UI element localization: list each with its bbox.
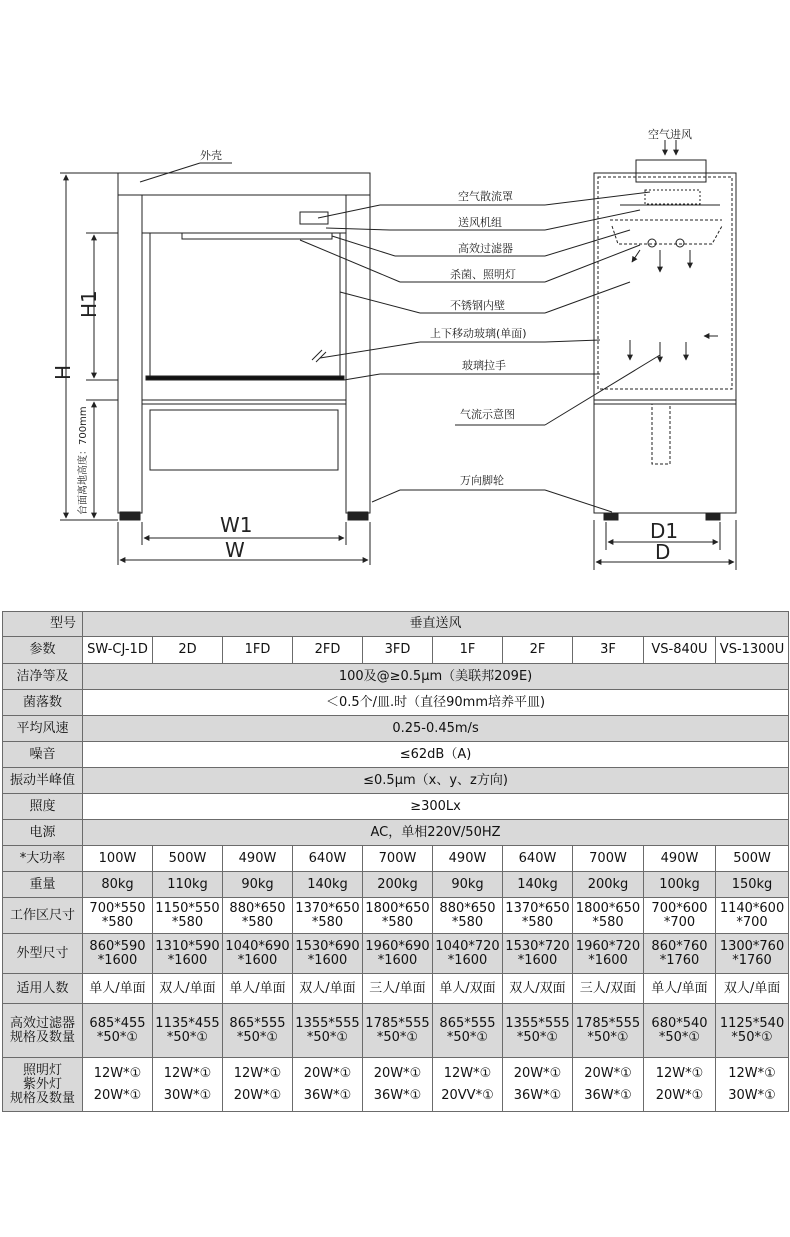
cell-line: 1800*650 bbox=[365, 900, 430, 916]
h-label: H bbox=[51, 364, 75, 380]
power-label: *大功率 bbox=[3, 846, 83, 872]
cell-line: *1600 bbox=[167, 952, 208, 968]
table-row bbox=[3, 742, 789, 768]
cell-line: 1125*540 bbox=[719, 1015, 785, 1031]
illuminance-value: ≥300Lx bbox=[83, 794, 789, 820]
table-cell: 单人/单面 bbox=[644, 974, 716, 1004]
table-cell bbox=[573, 1004, 644, 1058]
cell-line: *580 bbox=[101, 914, 134, 930]
cell-line: 700*550 bbox=[89, 900, 146, 916]
cell-line: *580 bbox=[381, 914, 414, 930]
technical-drawing bbox=[0, 0, 790, 600]
callout-inner-wall: 不锈钢内壁 bbox=[450, 299, 505, 312]
w-label: W bbox=[225, 538, 245, 562]
table-cell bbox=[83, 934, 153, 974]
filter-row bbox=[3, 1004, 789, 1058]
cell-line: 1530*720 bbox=[505, 938, 570, 954]
cell-line: 1310*590 bbox=[155, 938, 220, 954]
d1-label: D1 bbox=[650, 519, 679, 543]
table-cell: 200kg bbox=[573, 872, 644, 898]
table-cell bbox=[293, 1004, 363, 1058]
cell-line: 700*600 bbox=[651, 900, 708, 916]
cell-line: 1370*650 bbox=[295, 900, 360, 916]
outer-size-row bbox=[3, 934, 789, 974]
table-cell bbox=[293, 934, 363, 974]
table-height-label: 台面离地高度：700mm bbox=[78, 406, 89, 515]
d-label: D bbox=[655, 540, 671, 564]
cell-line: *700 bbox=[736, 914, 768, 930]
table-cell bbox=[716, 934, 789, 974]
cell-line: 1785*555 bbox=[575, 1015, 641, 1031]
model-cell: 2FD bbox=[293, 637, 363, 664]
cell-line: *50*① bbox=[236, 1029, 279, 1045]
cell-line: 20W*① bbox=[373, 1065, 422, 1081]
type-label: 型号 bbox=[3, 612, 83, 637]
cell-line: *580 bbox=[521, 914, 554, 930]
users-label: 适用人数 bbox=[3, 974, 83, 1004]
table-row bbox=[3, 716, 789, 742]
lamp-row bbox=[3, 1058, 789, 1112]
cell-line: 36W*① bbox=[303, 1087, 352, 1103]
table-cell bbox=[363, 1004, 433, 1058]
cell-line: *580 bbox=[592, 914, 624, 930]
cell-line: 1150*550 bbox=[155, 900, 220, 916]
cell-line: *580 bbox=[241, 914, 274, 930]
table-cell bbox=[223, 1058, 293, 1112]
table-cell bbox=[503, 934, 573, 974]
cell-line: 1355*555 bbox=[505, 1015, 570, 1031]
cell-line: 1355*555 bbox=[295, 1015, 360, 1031]
table-cell bbox=[293, 898, 363, 934]
vibration-label: 振动半峰值 bbox=[3, 768, 83, 794]
table-cell: 双人/单面 bbox=[293, 974, 363, 1004]
table-cell bbox=[223, 898, 293, 934]
table-cell: 500W bbox=[153, 846, 223, 872]
cell-line: *1760 bbox=[732, 952, 772, 968]
table-cell bbox=[363, 1058, 433, 1112]
table-cell bbox=[83, 1058, 153, 1112]
table-cell bbox=[716, 898, 789, 934]
cell-line: 规格及数量 bbox=[9, 1029, 75, 1045]
work-size-row bbox=[3, 898, 789, 934]
table-cell bbox=[223, 934, 293, 974]
table-cell bbox=[503, 1058, 573, 1112]
cell-line: 20W*① bbox=[655, 1087, 704, 1103]
table-cell: 200kg bbox=[363, 872, 433, 898]
cell-line: 36W*① bbox=[584, 1087, 632, 1103]
table-cell bbox=[83, 1004, 153, 1058]
table-cell bbox=[433, 934, 503, 974]
callout-caster: 万向脚轮 bbox=[460, 474, 504, 487]
cell-line: 1300*760 bbox=[719, 938, 785, 954]
table-cell bbox=[716, 1058, 789, 1112]
cell-line: 1140*600 bbox=[719, 900, 785, 916]
callout-sliding-glass: 上下移动玻璃(单面) bbox=[430, 327, 527, 340]
cell-line: *1600 bbox=[97, 952, 138, 968]
cell-line: 12W*① bbox=[233, 1065, 282, 1081]
table-cell: 490W bbox=[223, 846, 293, 872]
w1-label: W1 bbox=[220, 513, 253, 537]
colony-value: ＜0.5个/皿.时（直径90mm培养平皿) bbox=[83, 690, 789, 716]
side-view bbox=[594, 140, 736, 520]
cell-line: *580 bbox=[311, 914, 344, 930]
table-cell bbox=[644, 1058, 716, 1112]
cell-line: 20W*① bbox=[584, 1065, 632, 1081]
table-cell bbox=[644, 934, 716, 974]
table-row bbox=[3, 820, 789, 846]
table-cell: 90kg bbox=[433, 872, 503, 898]
cell-line: *1600 bbox=[377, 952, 418, 968]
cell-line: 36W*① bbox=[513, 1087, 562, 1103]
table-cell bbox=[293, 1058, 363, 1112]
cell-line: *50*① bbox=[376, 1029, 419, 1045]
table-cell: 80kg bbox=[83, 872, 153, 898]
cell-line: 30W*① bbox=[163, 1087, 212, 1103]
callout-lamp: 杀菌、照明灯 bbox=[450, 268, 516, 281]
cell-line: 1135*455 bbox=[155, 1015, 220, 1031]
table-cell: 640W bbox=[503, 846, 573, 872]
table-cell bbox=[223, 1004, 293, 1058]
cell-line: 规格及数量 bbox=[9, 1090, 75, 1106]
table-cell bbox=[363, 934, 433, 974]
cell-line: *1600 bbox=[588, 952, 628, 968]
cell-line: *580 bbox=[171, 914, 204, 930]
table-cell: 640W bbox=[293, 846, 363, 872]
cell-line: *580 bbox=[451, 914, 484, 930]
cell-line: *50*① bbox=[658, 1029, 701, 1045]
table-cell: 490W bbox=[433, 846, 503, 872]
table-cell: 单人/单面 bbox=[83, 974, 153, 1004]
model-cell: SW-CJ-1D bbox=[83, 637, 153, 664]
cell-line: 30W*① bbox=[728, 1087, 776, 1103]
table-cell bbox=[573, 1058, 644, 1112]
table-cell: 490W bbox=[644, 846, 716, 872]
table-cell: 单人/双面 bbox=[433, 974, 503, 1004]
table-cell bbox=[363, 898, 433, 934]
cell-line: 865*555 bbox=[229, 1015, 286, 1031]
cell-line: 紫外灯 bbox=[22, 1076, 62, 1092]
table-cell bbox=[644, 898, 716, 934]
cell-line: 20W*① bbox=[303, 1065, 352, 1081]
cell-line: 1785*555 bbox=[365, 1015, 430, 1031]
users-row bbox=[3, 974, 789, 1004]
table-cell: 双人/双面 bbox=[503, 974, 573, 1004]
air-speed-value: 0.25-0.45m/s bbox=[83, 716, 789, 742]
air-speed-label: 平均风速 bbox=[3, 716, 83, 742]
cell-line: 860*760 bbox=[651, 938, 708, 954]
type-value: 垂直送风 bbox=[83, 612, 789, 637]
table-row bbox=[3, 768, 789, 794]
weight-label: 重量 bbox=[3, 872, 83, 898]
spec-table bbox=[2, 611, 789, 1112]
model-row bbox=[3, 637, 789, 664]
callout-leaders bbox=[300, 192, 660, 512]
power-supply-label: 电源 bbox=[3, 820, 83, 846]
table-cell: 双人/单面 bbox=[716, 974, 789, 1004]
cell-line: 1040*720 bbox=[435, 938, 500, 954]
colony-label: 菌落数 bbox=[3, 690, 83, 716]
front-dimensions bbox=[60, 173, 370, 565]
table-cell: 100kg bbox=[644, 872, 716, 898]
cell-line: 20W*① bbox=[93, 1087, 142, 1103]
callout-diffuser: 空气散流罩 bbox=[458, 190, 513, 203]
air-inlet-label: 空气进风 bbox=[648, 128, 692, 141]
table-cell: 110kg bbox=[153, 872, 223, 898]
table-cell bbox=[716, 1004, 789, 1058]
noise-value: ≤62dB（A) bbox=[83, 742, 789, 768]
noise-label: 噪音 bbox=[3, 742, 83, 768]
filter-label bbox=[3, 1004, 83, 1058]
cell-line: *1600 bbox=[307, 952, 348, 968]
table-cell: 双人/单面 bbox=[153, 974, 223, 1004]
table-row bbox=[3, 690, 789, 716]
cell-line: 680*540 bbox=[651, 1015, 708, 1031]
table-cell bbox=[153, 1058, 223, 1112]
table-cell: 700W bbox=[363, 846, 433, 872]
model-cell: VS-1300U bbox=[716, 637, 789, 664]
cell-line: 1960*720 bbox=[575, 938, 641, 954]
table-cell: 140kg bbox=[503, 872, 573, 898]
cell-line: 高效过滤器 bbox=[9, 1015, 75, 1031]
cleanliness-value: 100及@≥0.5μm（美联邦209E) bbox=[83, 664, 789, 690]
table-cell: 700W bbox=[573, 846, 644, 872]
table-row bbox=[3, 664, 789, 690]
table-cell bbox=[503, 898, 573, 934]
h1-label: H1 bbox=[77, 290, 101, 318]
table-cell: 100W bbox=[83, 846, 153, 872]
cell-line: 1530*690 bbox=[295, 938, 360, 954]
callout-glass-handle: 玻璃拉手 bbox=[462, 359, 506, 372]
cell-line: *50*① bbox=[587, 1029, 629, 1045]
vibration-value: ≤0.5μm（x、y、z方向) bbox=[83, 768, 789, 794]
cell-line: *1600 bbox=[237, 952, 278, 968]
param-label: 参数 bbox=[3, 637, 83, 664]
table-cell: 三人/双面 bbox=[573, 974, 644, 1004]
callout-airflow: 气流示意图 bbox=[460, 408, 515, 421]
table-cell bbox=[153, 898, 223, 934]
cell-line: 685*455 bbox=[89, 1015, 146, 1031]
cell-line: *50*① bbox=[516, 1029, 559, 1045]
cell-line: 12W*① bbox=[93, 1065, 142, 1081]
table-cell bbox=[153, 934, 223, 974]
cell-line: *50*① bbox=[166, 1029, 209, 1045]
table-cell: 140kg bbox=[293, 872, 363, 898]
callout-fan-unit: 送风机组 bbox=[458, 216, 502, 229]
table-cell bbox=[573, 898, 644, 934]
cell-line: 865*555 bbox=[439, 1015, 496, 1031]
illuminance-label: 照度 bbox=[3, 794, 83, 820]
cleanliness-label: 洁净等及 bbox=[3, 664, 83, 690]
front-view bbox=[118, 173, 370, 520]
table-cell: 单人/单面 bbox=[223, 974, 293, 1004]
model-cell: 3F bbox=[573, 637, 644, 664]
cell-line: *50*① bbox=[731, 1029, 773, 1045]
cell-line: 36W*① bbox=[373, 1087, 422, 1103]
cell-line: 照明灯 bbox=[22, 1062, 62, 1078]
cell-line: 1370*650 bbox=[505, 900, 570, 916]
table-cell bbox=[573, 934, 644, 974]
table-cell bbox=[644, 1004, 716, 1058]
cell-line: *50*① bbox=[446, 1029, 489, 1045]
cell-line: 20VV*① bbox=[441, 1087, 494, 1103]
cell-line: *1760 bbox=[659, 952, 700, 968]
table-cell bbox=[433, 1058, 503, 1112]
cell-line: *700 bbox=[663, 914, 696, 930]
cell-line: *50*① bbox=[306, 1029, 349, 1045]
model-cell: 1F bbox=[433, 637, 503, 664]
model-cell: 2D bbox=[153, 637, 223, 664]
model-cell: 3FD bbox=[363, 637, 433, 664]
cell-line: 20W*① bbox=[233, 1087, 282, 1103]
cell-line: *1600 bbox=[517, 952, 558, 968]
table-row bbox=[3, 794, 789, 820]
cell-line: *1600 bbox=[447, 952, 488, 968]
model-cell: 1FD bbox=[223, 637, 293, 664]
cell-line: 1040*690 bbox=[225, 938, 290, 954]
power-supply-value: AC，单相220V/50HZ bbox=[83, 820, 789, 846]
cell-line: *50*① bbox=[96, 1029, 139, 1045]
power-row bbox=[3, 846, 789, 872]
cell-line: 20W*① bbox=[513, 1065, 562, 1081]
shell-label: 外壳 bbox=[200, 149, 222, 162]
table-cell bbox=[153, 1004, 223, 1058]
table-cell: 90kg bbox=[223, 872, 293, 898]
table-cell: 150kg bbox=[716, 872, 789, 898]
cell-line: 12W*① bbox=[443, 1065, 492, 1081]
table-cell bbox=[433, 898, 503, 934]
table-cell: 三人/单面 bbox=[363, 974, 433, 1004]
outer-size-label: 外型尺寸 bbox=[3, 934, 83, 974]
cell-line: 12W*① bbox=[728, 1065, 776, 1081]
callout-hepa-filter: 高效过滤器 bbox=[458, 242, 513, 255]
model-cell: VS-840U bbox=[644, 637, 716, 664]
cell-line: 880*650 bbox=[439, 900, 496, 916]
table-cell bbox=[503, 1004, 573, 1058]
weight-row bbox=[3, 872, 789, 898]
cell-line: 12W*① bbox=[163, 1065, 212, 1081]
table-cell bbox=[433, 1004, 503, 1058]
cell-line: 860*590 bbox=[89, 938, 146, 954]
cell-line: 1800*650 bbox=[575, 900, 641, 916]
cell-line: 880*650 bbox=[229, 900, 286, 916]
model-cell: 2F bbox=[503, 637, 573, 664]
table-cell bbox=[83, 898, 153, 934]
cell-line: 12W*① bbox=[655, 1065, 704, 1081]
table-cell: 500W bbox=[716, 846, 789, 872]
work-size-label: 工作区尺寸 bbox=[3, 898, 83, 934]
lamp-label bbox=[3, 1058, 83, 1112]
cell-line: 1960*690 bbox=[365, 938, 430, 954]
